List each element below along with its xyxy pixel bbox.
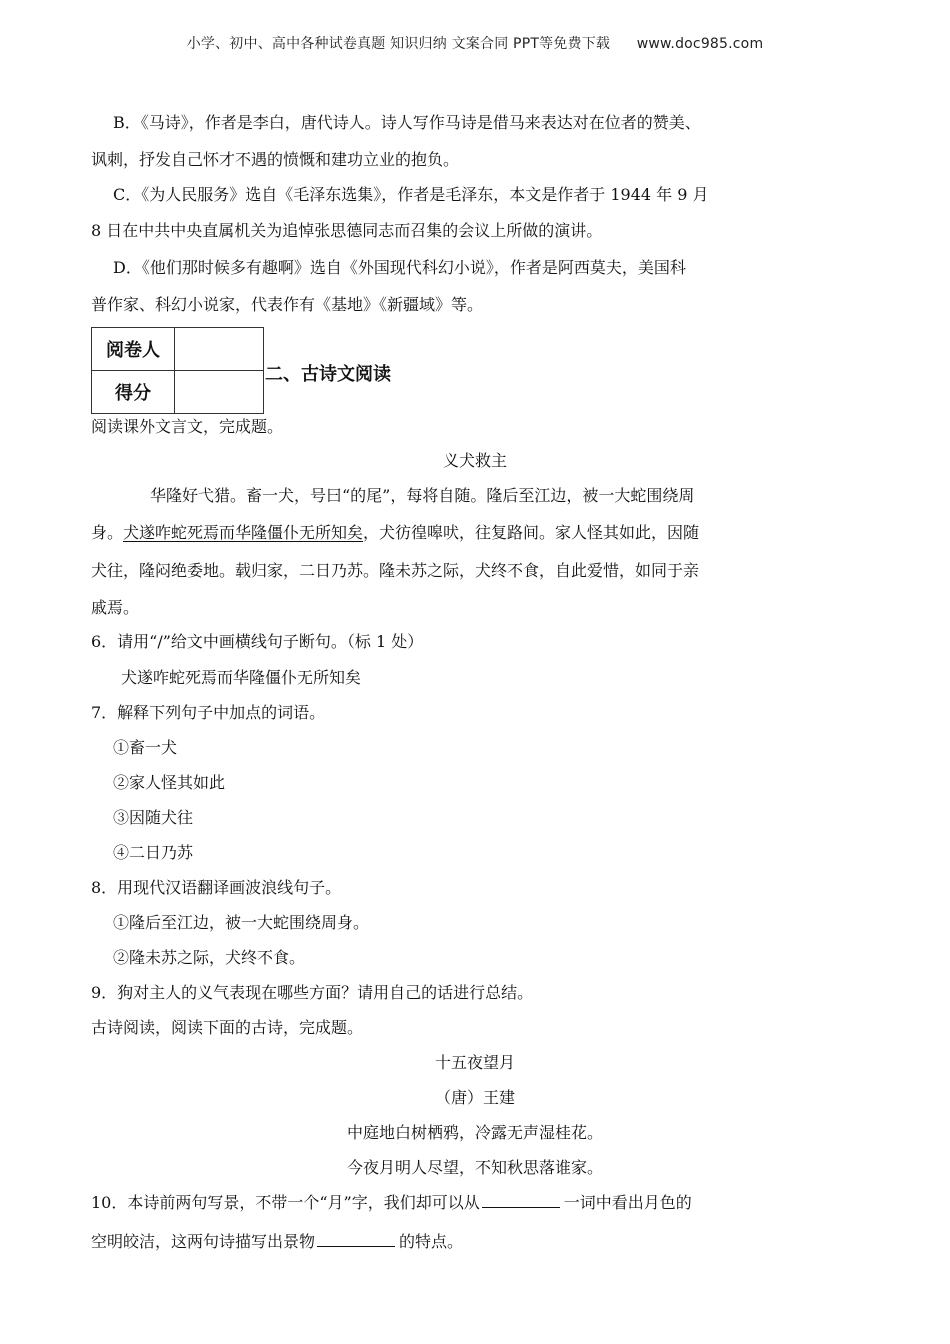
classical-paragraph-line-3: 犬往，隆闷绝委地。载归家，二日乃苏。隆未苏之际，犬终不食，自此爱惜，如同于亲 bbox=[91, 561, 700, 580]
question-7-item-1: ①畜一犬 bbox=[113, 738, 178, 757]
header-site-link[interactable]: www.doc985.com bbox=[636, 36, 764, 52]
poem-author: （唐）王建 bbox=[434, 1088, 515, 1107]
question-10-line-1 bbox=[91, 1193, 692, 1213]
option-c-line-1: C．《为人民服务》选自《毛泽东选集》，作者是毛泽东，本文是作者于 1944 年 9 月 bbox=[113, 185, 709, 204]
question-9: 9．狗对主人的义气表现在哪些方面？请用自己的话进行总结。 bbox=[91, 983, 534, 1002]
score-table bbox=[91, 327, 264, 414]
q10-answer-blank-2[interactable] bbox=[317, 1232, 395, 1247]
header-text: 小学、初中、高中各种试卷真题 知识归纳 文案合同 PPT等免费下载 bbox=[186, 36, 611, 52]
poem-line-1: 中庭地白树栖鸦，冷露无声湿桂花。 bbox=[346, 1123, 603, 1142]
question-6: 6．请用“/”给文中画横线句子断句。（标 1 处） bbox=[91, 632, 424, 651]
q10-answer-blank-1[interactable] bbox=[482, 1193, 560, 1208]
option-c-line-2: 8 日在中共中央直属机关为追悼张思德同志而召集的会议上所做的演讲。 bbox=[91, 221, 603, 240]
question-8: 8．用现代汉语翻译画波浪线句子。 bbox=[91, 878, 342, 897]
classical-paragraph-line-1: 华隆好弋猎。畜一犬，号曰“的尾”，每将自随。隆后至江边，被一大蛇围绕周 bbox=[150, 486, 695, 505]
q10-part-4: 的特点。 bbox=[399, 1232, 464, 1251]
classical-title: 义犬救主 bbox=[442, 451, 507, 470]
question-8-item-1: ①隆后至江边，被一大蛇围绕周身。 bbox=[113, 913, 370, 932]
question-7-item-4: ④二日乃苏 bbox=[113, 843, 194, 862]
question-7-item-2: ②家人怪其如此 bbox=[113, 773, 226, 792]
question-8-item-2: ②隆未苏之际，犬终不食。 bbox=[113, 948, 306, 967]
reviewer-cell[interactable] bbox=[175, 328, 264, 371]
page-header bbox=[0, 33, 950, 53]
q10-part-1: 10．本诗前两句写景，不带一个“月”字，我们却可以从 bbox=[91, 1193, 480, 1212]
classical-paragraph-line-4: 戚焉。 bbox=[91, 598, 140, 617]
score-label: 得分 bbox=[92, 371, 175, 414]
score-cell[interactable] bbox=[175, 371, 264, 414]
option-d-line-1: D．《他们那时候多有趣啊》选自《外国现代科幻小说》，作者是阿西莫夫，美国科 bbox=[113, 258, 686, 277]
reviewer-label: 阅卷人 bbox=[92, 328, 175, 371]
underlined-sentence: 犬遂咋蛇死焉而华隆僵仆无所知矣 bbox=[123, 523, 364, 542]
p2-rest: ，犬彷徨嗥吠，往复路间。家人怪其如此，因随 bbox=[363, 523, 700, 542]
option-d-line-2: 普作家、科幻小说家，代表作有《基地》《新疆域》等。 bbox=[91, 295, 484, 314]
poem-intro: 古诗阅读，阅读下面的古诗，完成题。 bbox=[91, 1018, 364, 1037]
classical-paragraph-line-2 bbox=[91, 523, 699, 543]
question-6-sentence: 犬遂咋蛇死焉而华隆僵仆无所知矣 bbox=[121, 668, 362, 687]
question-7-item-3: ③因随犬往 bbox=[113, 808, 194, 827]
p2-prefix: 身。 bbox=[91, 523, 124, 542]
poem-line-2: 今夜月明人尽望，不知秋思落谁家。 bbox=[346, 1158, 603, 1177]
poem-title: 十五夜望月 bbox=[434, 1053, 515, 1072]
option-b-line-2: 讽刺，抒发自己怀才不遇的愤慨和建功立业的抱负。 bbox=[91, 150, 460, 169]
option-b-line-1: B．《马诗》，作者是李白，唐代诗人。诗人写作马诗是借马来表达对在位者的赞美、 bbox=[113, 113, 701, 132]
question-10-line-2 bbox=[91, 1232, 463, 1252]
section-title: 二、古诗文阅读 bbox=[265, 364, 391, 385]
classical-intro: 阅读课外文言文，完成题。 bbox=[91, 417, 284, 436]
q10-part-3: 空明皎洁，这两句诗描写出景物 bbox=[91, 1232, 316, 1251]
question-7: 7．解释下列句子中加点的词语。 bbox=[91, 703, 326, 722]
q10-part-2: 一词中看出月色的 bbox=[563, 1193, 692, 1212]
